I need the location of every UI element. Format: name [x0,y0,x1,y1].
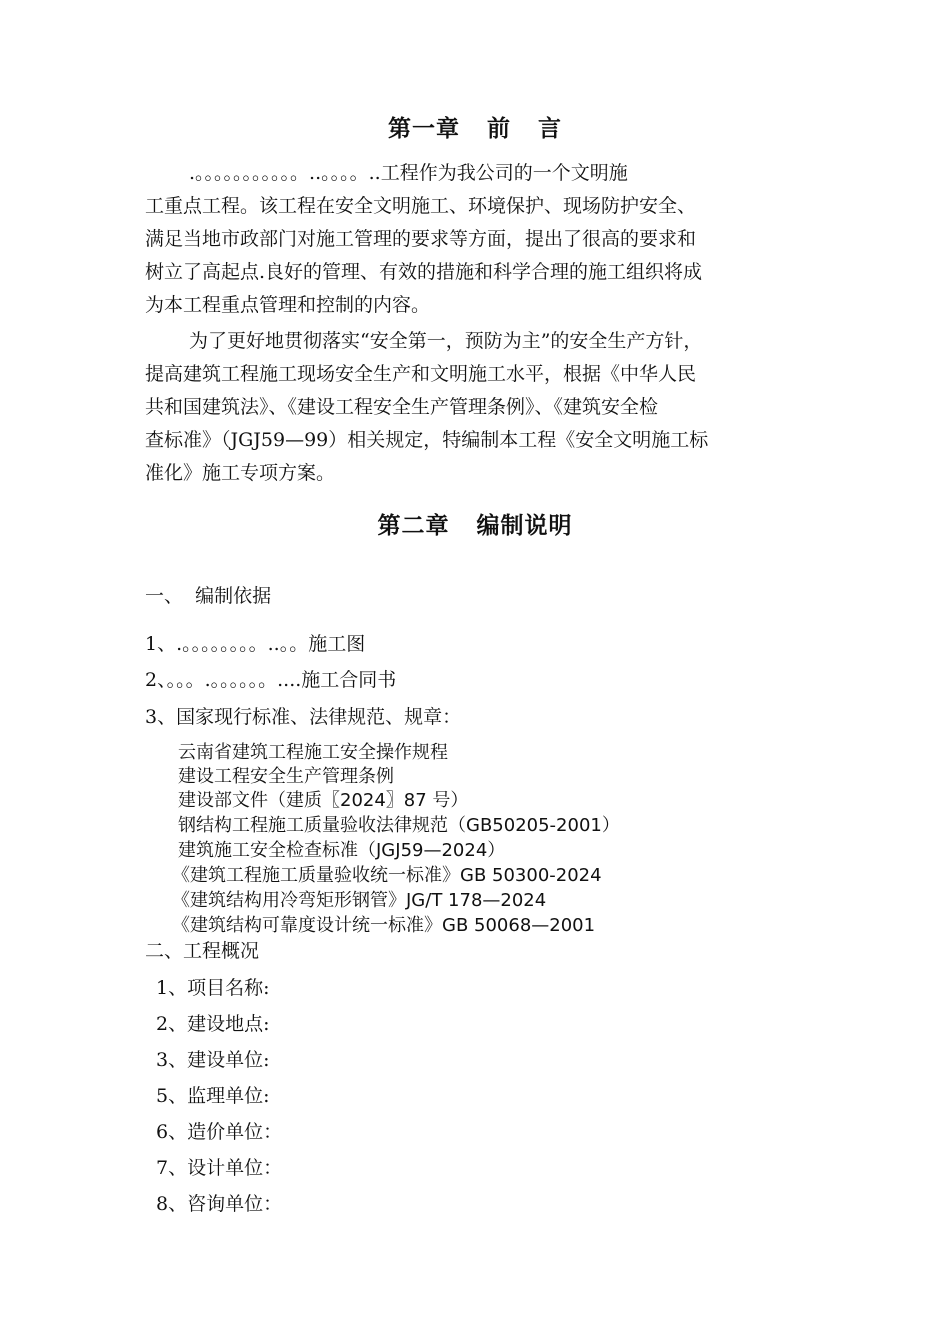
section-2-heading: 二、工程概况 [145,940,260,962]
standard-entry: 钢结构工程施工质量验收法律规范（GB50205-2001） [178,815,620,836]
overview-item-design: 7、设计单位： [156,1157,283,1179]
paragraph-line: 准化》施工专项方案。 [145,462,336,484]
paragraph-line: 为了更好地贯彻落实“安全第一，预防为主”的安全生产方针， [189,330,703,352]
paragraph-line: 查标准》（JGJ59—99）相关规定，特编制本工程《安全文明施工标 [145,429,709,451]
standard-entry: 《建筑工程施工质量验收统一标准》GB 50300-2024 [172,865,602,886]
basis-item: 1、.。。。。。。。。..。。施工图 [145,633,366,655]
overview-item-location: 2、建设地点: [156,1013,270,1035]
paragraph-line: 共和国建筑法》、《建设工程安全生产管理条例》、《建筑安全检 [145,396,659,418]
paragraph-line: 工重点工程。该工程在安全文明施工、环境保护、现场防护安全、 [145,195,697,217]
section-1-heading: 一、 编制依据 [145,585,272,607]
standard-entry: 云南省建筑工程施工安全操作规程 [178,742,448,763]
standard-entry: 建筑施工安全检查标准（JGJ59—2024） [178,840,506,861]
paragraph-line: .。。。。。。。。。。。..。。。。..工程作为我公司的一个文明施 [189,162,628,184]
paragraph-line: 提高建筑工程施工现场安全生产和文明施工水平，根据《中华人民 [145,363,697,385]
basis-item: 2、。。。.。。。。。。....施工合同书 [145,669,397,691]
standard-entry: 建设部文件（建质〖2024〗87 号） [178,790,469,811]
chapter-2-title: 第二章 编制说明 [377,512,573,539]
paragraph-line: 满足当地市政部门对施工管理的要求等方面，提出了很高的要求和 [145,228,697,250]
basis-item: 3、国家现行标准、法律规范、规章： [145,706,462,728]
overview-item-cost: 6、造价单位： [156,1121,283,1143]
standard-entry: 《建筑结构用冷弯矩形钢管》JG/T 178—2024 [172,890,547,911]
overview-item-owner: 3、建设单位: [156,1049,270,1071]
overview-item-consulting: 8、咨询单位： [156,1193,283,1215]
paragraph-line: 为本工程重点管理和控制的内容。 [145,294,431,316]
standard-entry: 建设工程安全生产管理条例 [178,766,394,787]
paragraph-line: 树立了高起点.良好的管理、有效的措施和科学合理的施工组织将成 [145,261,703,283]
chapter-1-title: 第一章 前 言 [387,115,563,142]
standard-entry: 《建筑结构可靠度设计统一标准》GB 50068—2001 [172,915,596,936]
overview-item-project-name: 1、项目名称: [156,977,270,999]
overview-item-supervisor: 5、监理单位: [156,1085,270,1107]
